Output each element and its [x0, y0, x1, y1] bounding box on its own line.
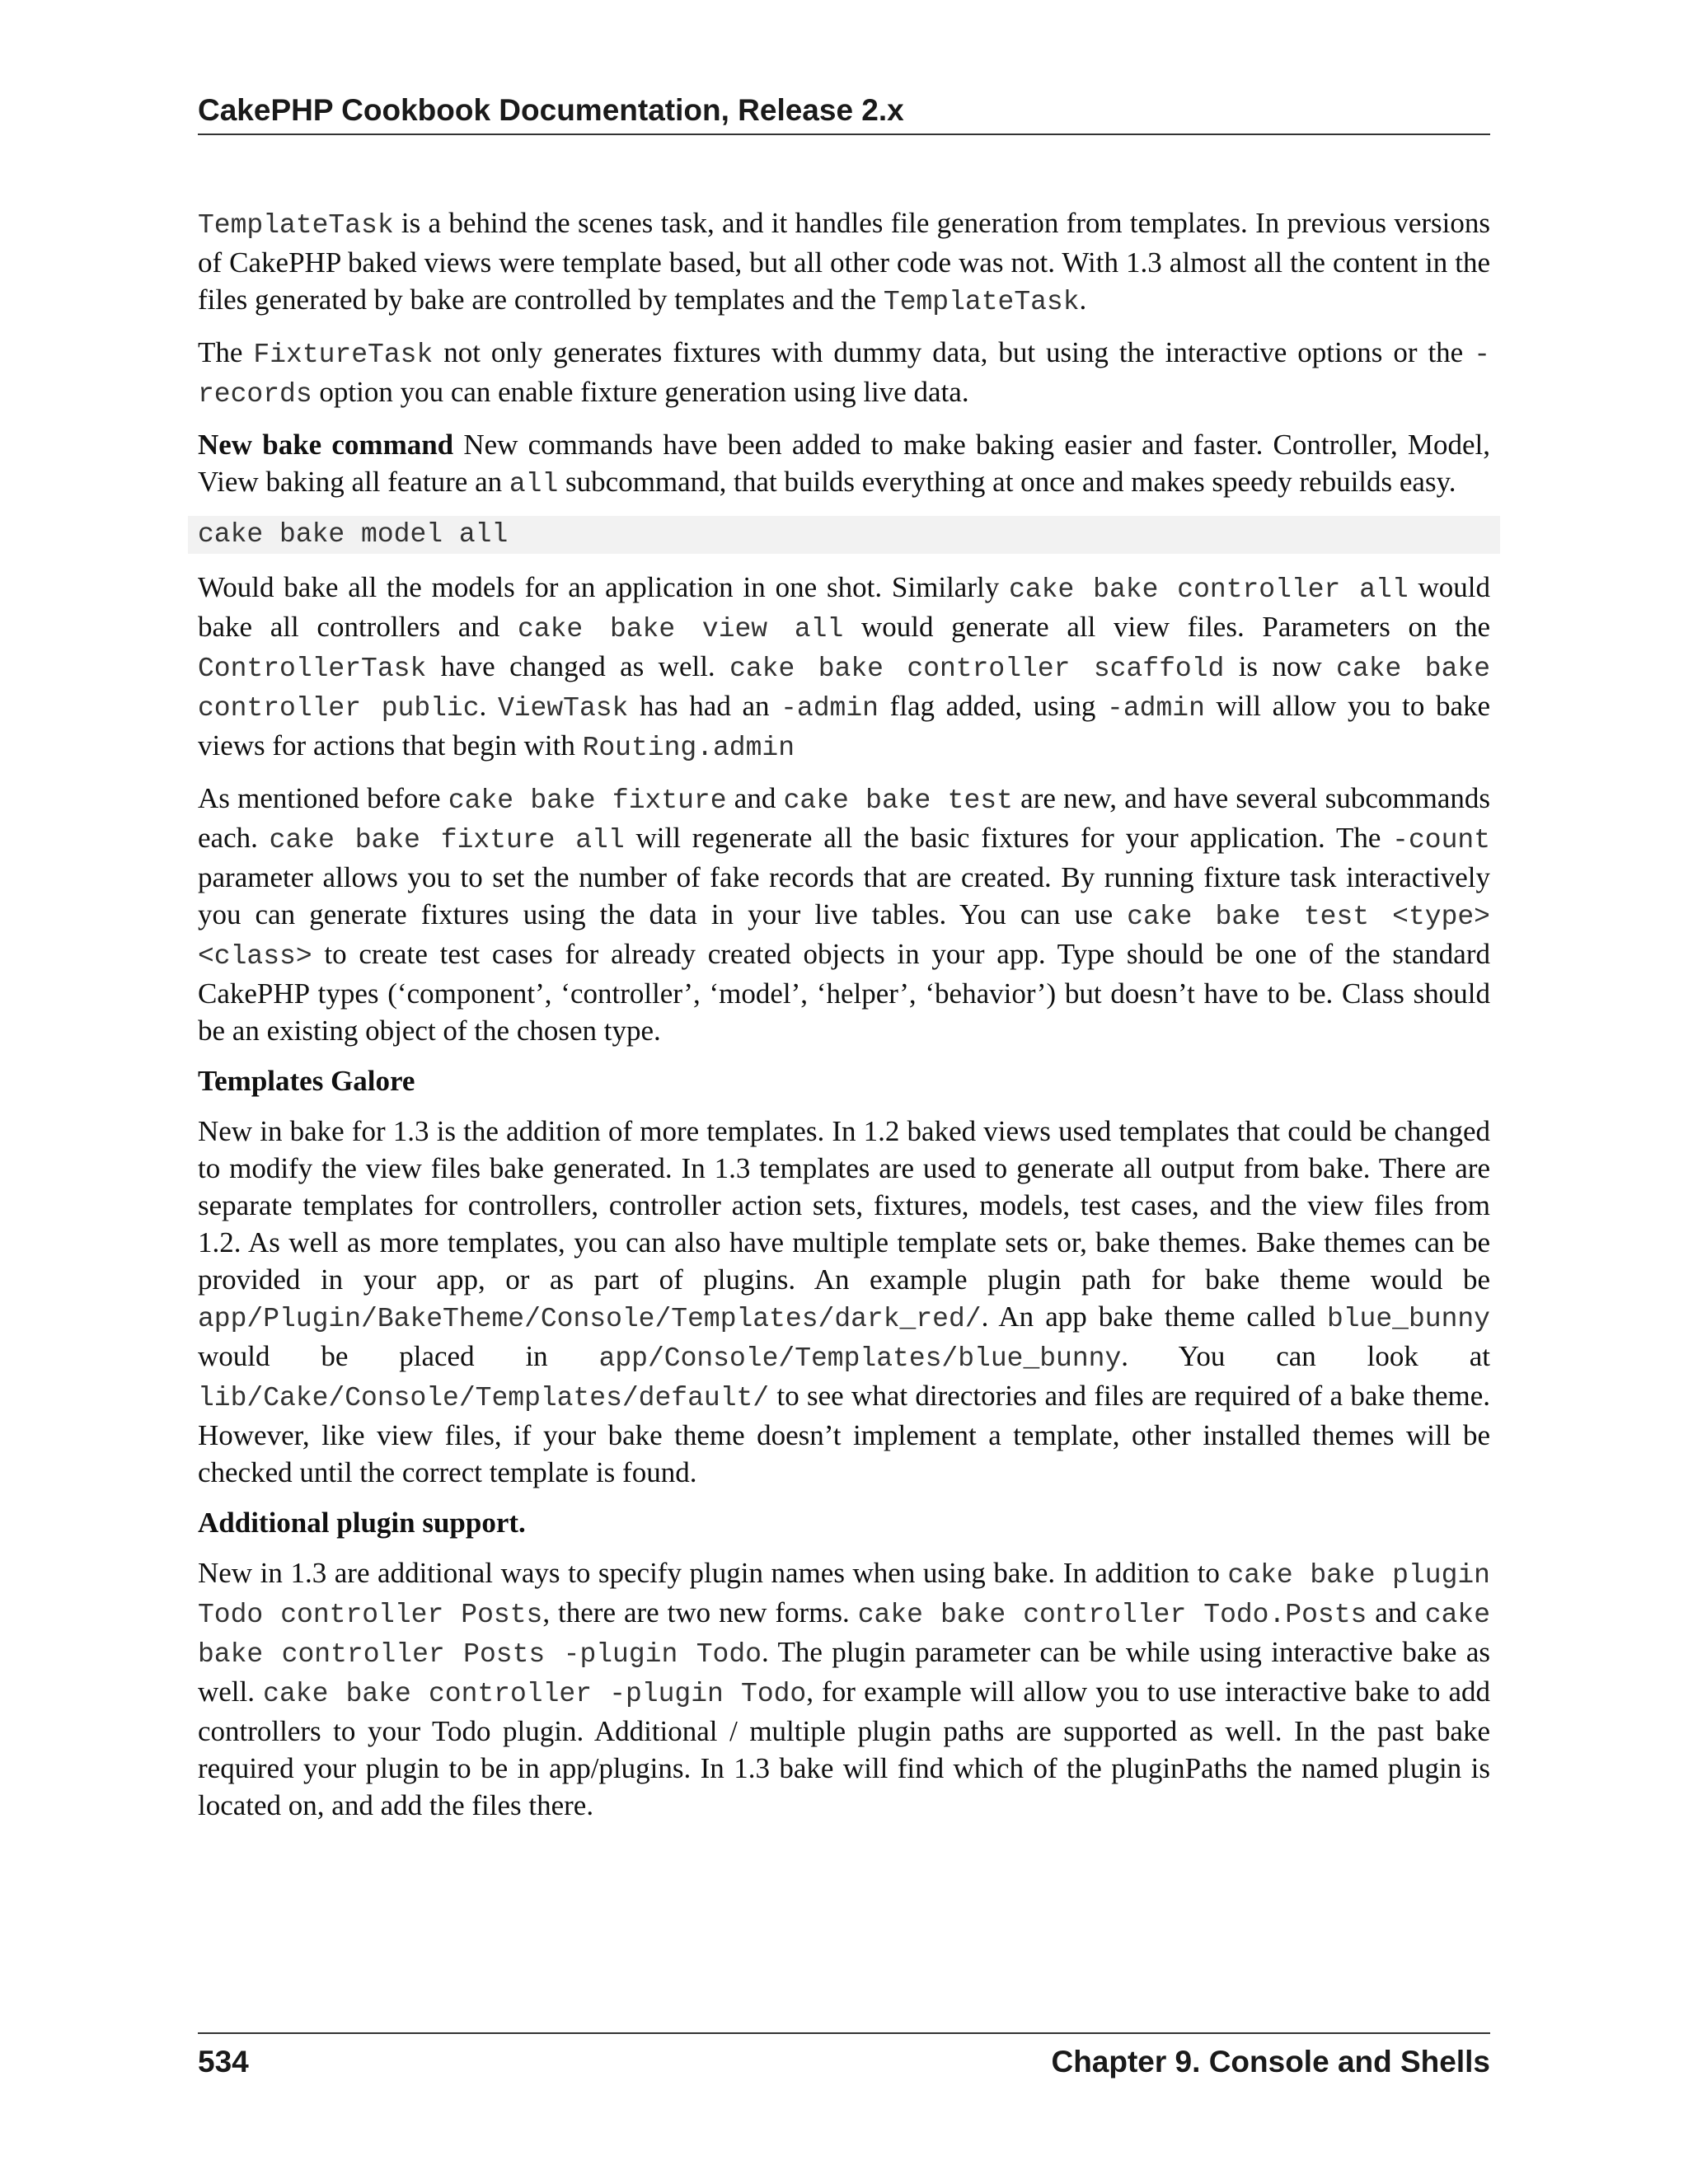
- inline-code: -count: [1392, 825, 1490, 855]
- inline-code: cake bake test: [783, 785, 1013, 816]
- inline-code: lib/Cake/Console/Templates/default/: [198, 1383, 770, 1413]
- paragraph-fixture-test: As mentioned before cake bake fixture and cake bake test are new, and have several subcommands each. cake bake fixture all will regenerate all the basic fixtures for your application. The -count parameter allows you to set the number of fake records that are created. By running fixture task interactively you can generate fixtures using the data in your live tables. You can use cake bake test <type> <class> to create test cases for already created objects in your app. Type should be one of the standard CakePHP types (‘component’, ‘controller’, ‘model’, ‘helper’, ‘behavior’) but doesn’t have to be. Class should be an existing object of the chosen type.: [198, 782, 1490, 1047]
- inline-code: -admin: [781, 693, 879, 724]
- inline-code: cake bake controller Posts -plugin Todo: [198, 1600, 1490, 1670]
- section-heading-plugin-support: Additional plugin support.: [198, 1507, 526, 1539]
- paragraph-fixture-task: The FixtureTask not only generates fixtures with dummy data, but using the interactive options or the -records option you can enable fixture generation using live data.: [198, 336, 1491, 410]
- running-header: [198, 91, 1490, 135]
- inline-code: Routing.admin: [582, 733, 795, 763]
- inline-code: cake bake fixture all: [269, 825, 625, 855]
- term-heading: New bake command: [198, 429, 454, 461]
- inline-code: cake bake view all: [518, 614, 844, 644]
- inline-code: all: [509, 469, 559, 499]
- header-title: CakePHP Cookbook Documentation, Release 2.x: [198, 93, 904, 127]
- inline-code: cake bake controller public: [198, 654, 1490, 724]
- inline-code: ControllerTask: [198, 654, 427, 684]
- page-content: [198, 204, 1490, 1837]
- inline-code: cake bake controller all: [1009, 574, 1409, 605]
- inline-code: blue_bunny: [1326, 1304, 1490, 1334]
- inline-code: -admin: [1107, 693, 1205, 724]
- inline-code: TemplateTask: [198, 210, 394, 241]
- inline-code: -records: [198, 340, 1491, 410]
- chapter-title: Chapter 9. Console and Shells: [1051, 2045, 1490, 2079]
- paragraph-template-task: TemplateTask is a behind the scenes task, and it handles file generation from templates. In previous versions of CakePHP baked views were template based, but all other code was not. With 1.3 almost all the content in the files generated by bake are controlled by templates and the TemplateTask.: [198, 207, 1490, 317]
- section-heading-templates-galore: Templates Galore: [198, 1065, 415, 1097]
- inline-code: cake bake controller -plugin Todo: [263, 1679, 807, 1709]
- inline-code: FixtureTask: [253, 340, 434, 370]
- inline-code: cake bake test <type> <class>: [198, 902, 1490, 972]
- inline-code: cake bake controller Todo.Posts: [857, 1600, 1367, 1630]
- inline-code: app/Console/Templates/blue_bunny: [598, 1343, 1122, 1374]
- paragraph-plugins: New in 1.3 are additional ways to specify plugin names when using bake. In addition to cake bake plugin Todo controller Posts, there are two new forms. cake bake controller Todo.Posts and cake bake controller Posts -plugin Todo. The plugin parameter can be while using interactive bake as well. cake bake controller -plugin Todo, for example will allow you to use interactive bake to add controllers to your Todo plugin. Additional / multiple plugin paths are supported as well. In the past bake required your plugin to be in app/plugins. In 1.3 bake will find which of the pluginPaths the named plugin is located on, and add the files there.: [198, 1557, 1490, 1821]
- inline-code: cake bake plugin Todo controller Posts: [198, 1560, 1490, 1630]
- page-number: 534: [198, 2045, 249, 2079]
- paragraph-bake-all: Would bake all the models for an application in one shot. Similarly cake bake controller all would bake all controllers and cake bake view all would generate all view files. Parameters on the ControllerTask have changed as well. cake bake controller scaffold is now cake bake controller public. ViewTask has had an -admin flag added, using -admin will allow you to bake views for actions that begin with Routing.admin: [198, 571, 1491, 763]
- running-footer: [198, 2032, 1490, 2082]
- inline-code: cake bake controller scaffold: [729, 654, 1225, 684]
- inline-code: cake bake fixture: [448, 785, 727, 816]
- paragraph-templates: New in bake for 1.3 is the addition of more templates. In 1.2 baked views used templates that could be changed to modify the view files bake generated. In 1.3 templates are used to generate all output from bake. There are separate templates for controllers, controller action sets, fixtures, models, test cases, and the view files from 1.2. As well as more templates, you can also have multiple template sets or, bake themes. Bake themes can be provided in your app, or as part of plugins. An example plugin path for bake theme would be app/Plugin/BakeTheme/Console/Templates/dark_red/. An app bake theme called blue_bunny would be placed in app/Console/Templates/blue_bunny. You can look at lib/Cake/Console/Templates/default/ to see what directories and files are required of a bake theme. However, like view files, if your bake theme doesn’t implement a template, other installed themes will be checked until the correct template is found.: [198, 1115, 1491, 1488]
- inline-code: TemplateTask: [883, 287, 1080, 317]
- inline-code: ViewTask: [497, 693, 629, 724]
- paragraph-new-bake-command: New bake command New commands have been added to make baking easier and faster. Controller, Model, View baking all feature an all subcommand, that builds everything at once and makes speedy rebuilds easy.: [198, 429, 1491, 499]
- code-block: cake bake model all: [188, 516, 1500, 554]
- inline-code: app/Plugin/BakeTheme/Console/Templates/dark_red/: [198, 1304, 982, 1334]
